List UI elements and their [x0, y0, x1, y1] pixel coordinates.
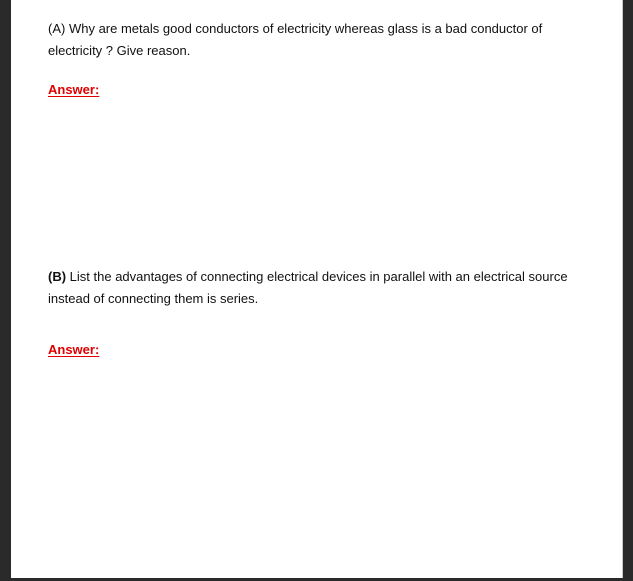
question-b-prefix: (B) — [48, 269, 67, 284]
question-a — [48, 18, 588, 62]
document-page — [11, 0, 623, 578]
question-a-text: Why are metals good conductors of electricity whereas glass is a bad conductor of electricity ? Give reason. — [48, 21, 543, 58]
question-b-text: List the advantages of connecting electrical devices in parallel with an electrical source instead of connecting them is series. — [48, 269, 568, 306]
question-a-prefix: (A) — [48, 21, 66, 36]
answer-b-label: Answer: — [48, 342, 100, 357]
answer-a-label: Answer: — [48, 82, 100, 97]
question-b — [48, 266, 588, 310]
